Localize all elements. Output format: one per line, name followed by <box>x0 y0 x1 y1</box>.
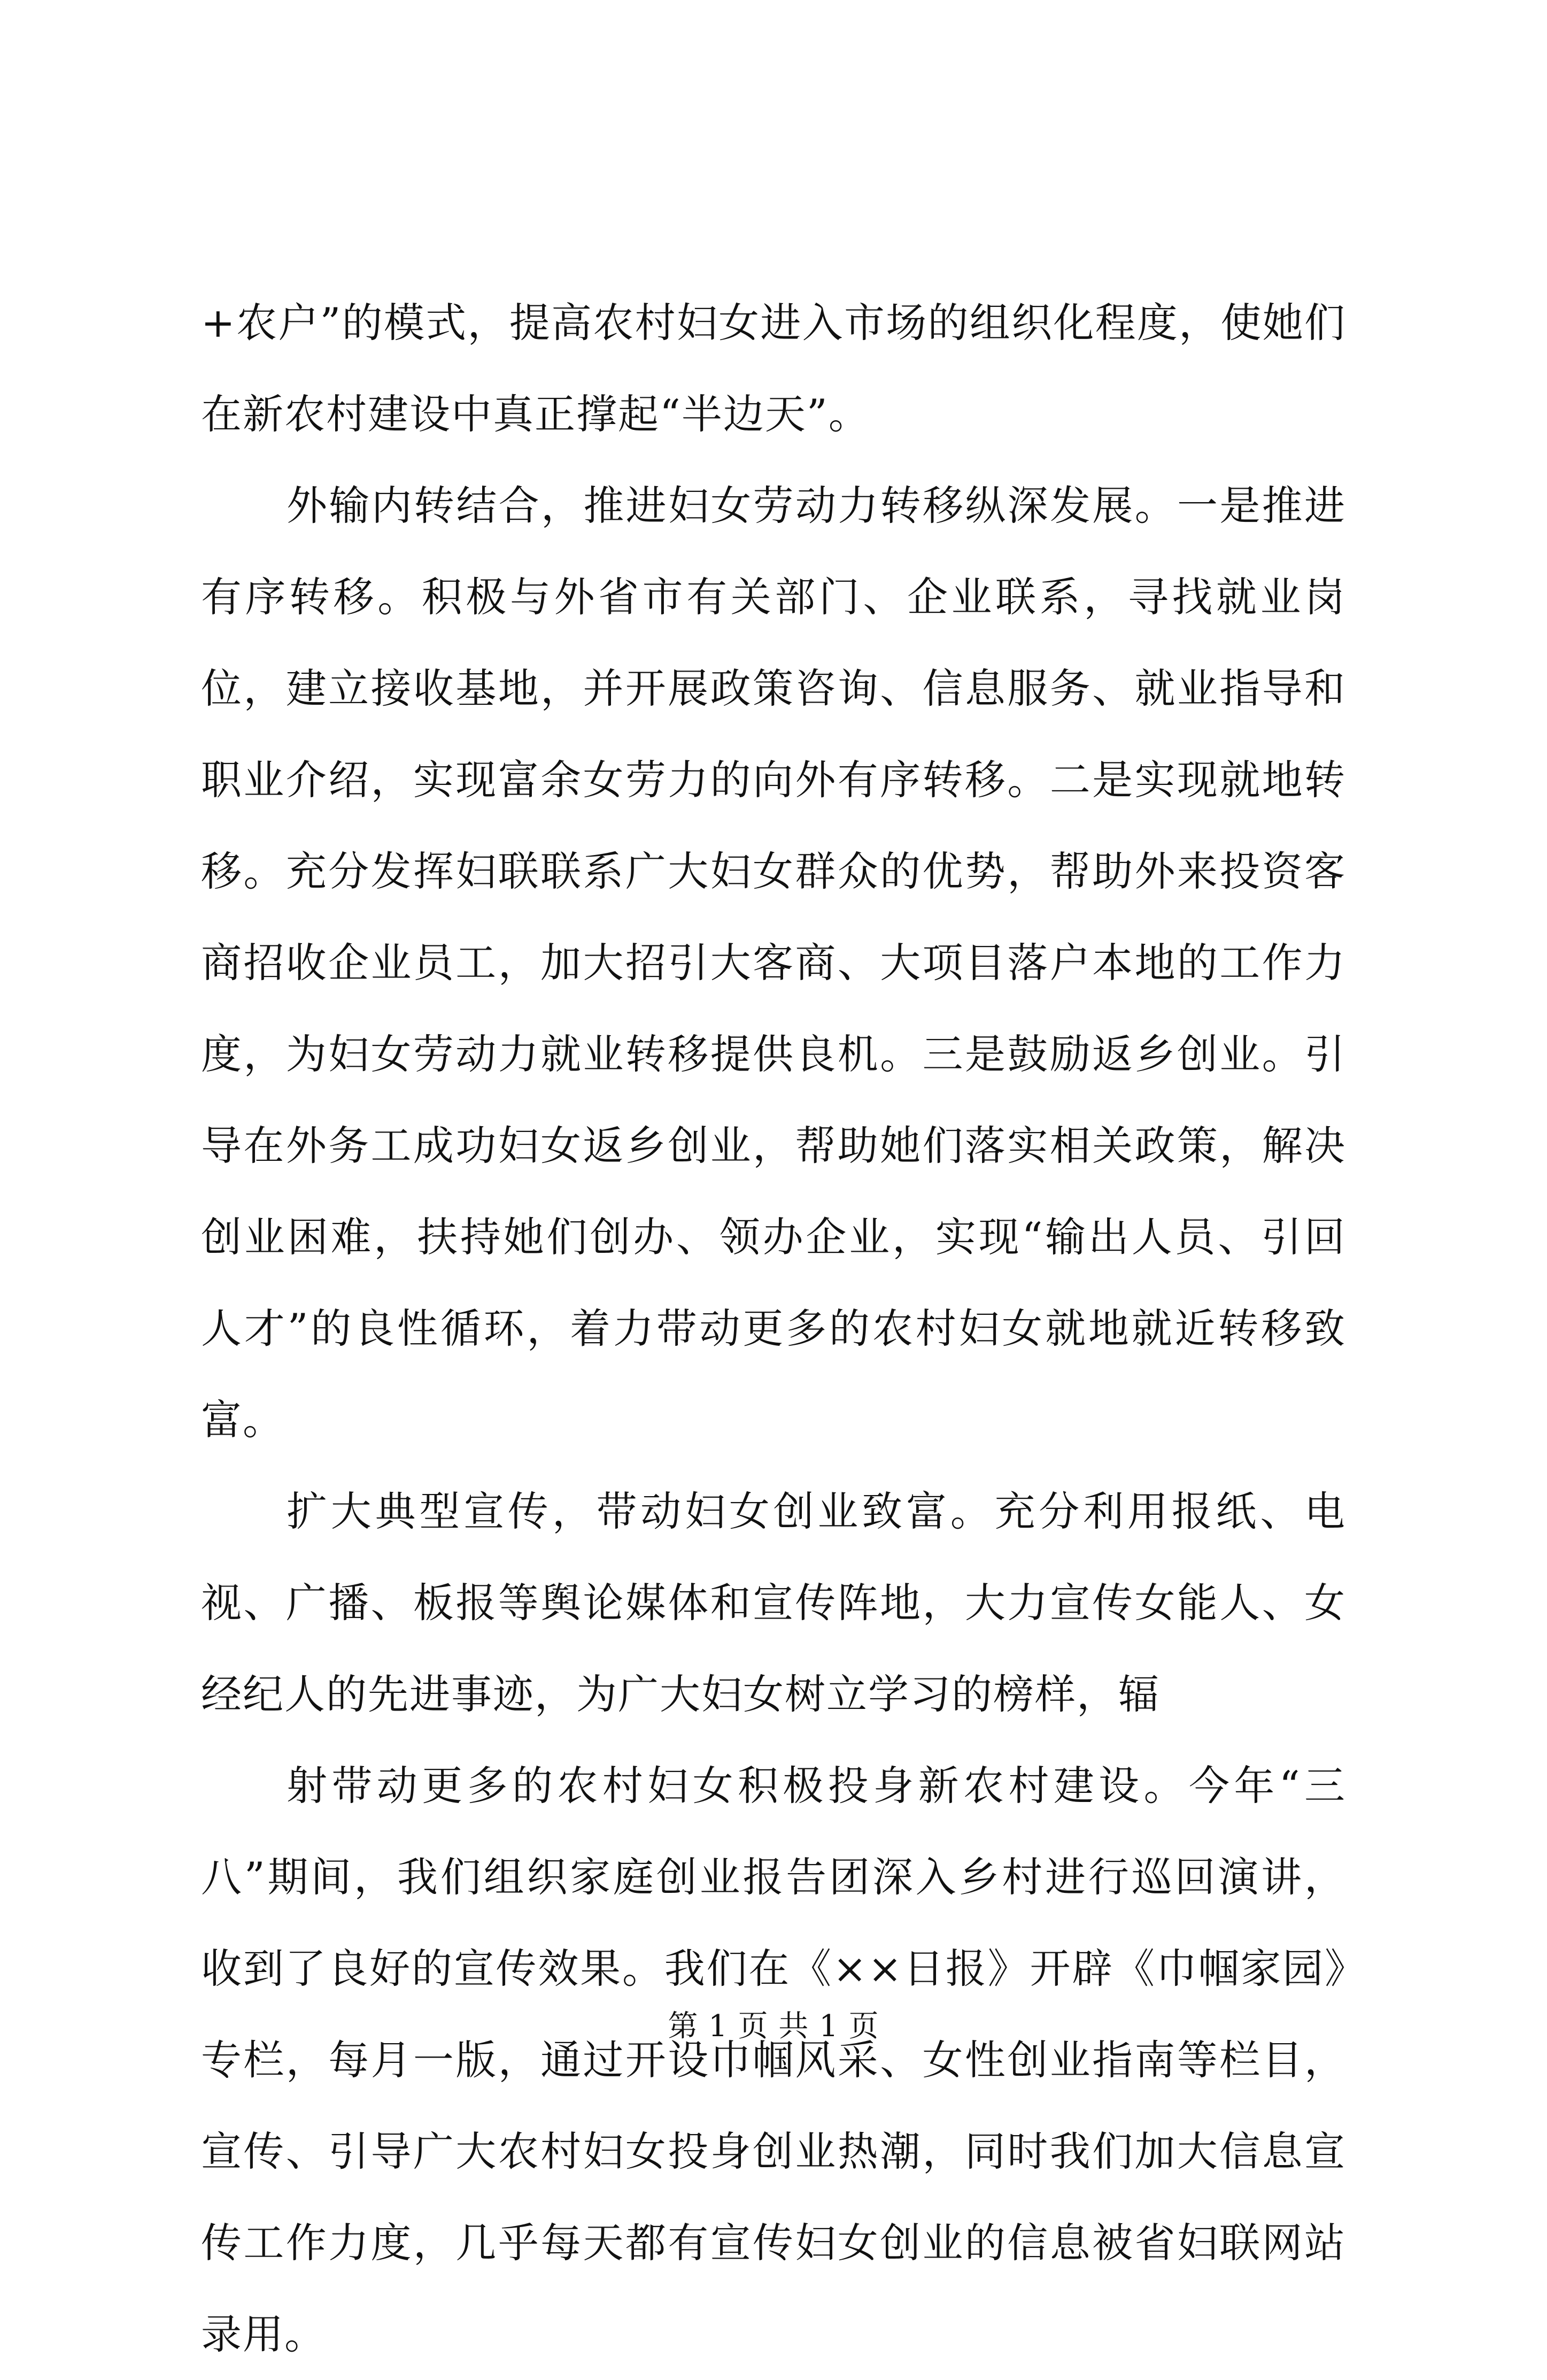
paragraph-3: 扩大典型宣传，带动妇女创业致富。充分利用报纸、电视、广播、板报等舆论媒体和宣传阵地，大力宣传女能人、女经纪人的先进事迹，为广大妇女树立学习的榜样，辐 <box>201 1488 1346 1718</box>
page-footer: 第 1 页 共 1 页 <box>668 2009 879 2044</box>
paragraph-2: 外输内转结合，推进妇女劳动力转移纵深发展。一是推进有序转移。积极与外省市有关部门、企业联系，寻找就业岗位，建立接收基地，并开展政策咨询、信息服务、就业指导和职业介绍，实现富余女劳力的向外有序转移。二是实现就地转移。充分发挥妇联联系广大妇女群众的优势，帮助外来投资客商招收企业员工，加大招引大客商、大项目落户本地的工作力度，为妇女劳动力就业转移提供良机。三是鼓励返乡创业。引导在外务工成功妇女返乡创业，帮助她们落实相关政策，解决创业困难，扶持她们创办、领办企业，实现“输出人员、引回人才”的良性循环，着力带动更多的农村妇女就地就近转移致富。 <box>201 482 1346 1444</box>
paragraph-1: +农户”的模式，提高农村妇女进入市场的组织化程度，使她们在新农村建设中真正撑起“半边天”。 <box>201 299 1346 438</box>
paragraph-4: 射带动更多的农村妇女积极投身新农村建设。今年“三八”期间，我们组织家庭创业报告团深入乡村进行巡回演讲，收到了良好的宣传效果。我们在《××日报》开辟《巾帼家园》专栏，每月一版，通过开设巾帼风采、女性创业指南等栏目，宣传、引导广大农村妇女投身创业热潮，同时我们加大信息宣传工作力度，几乎每天都有宣传妇女创业的信息被省妇联网站录用。 <box>201 1762 1346 2358</box>
document-body <box>201 277 1346 2380</box>
